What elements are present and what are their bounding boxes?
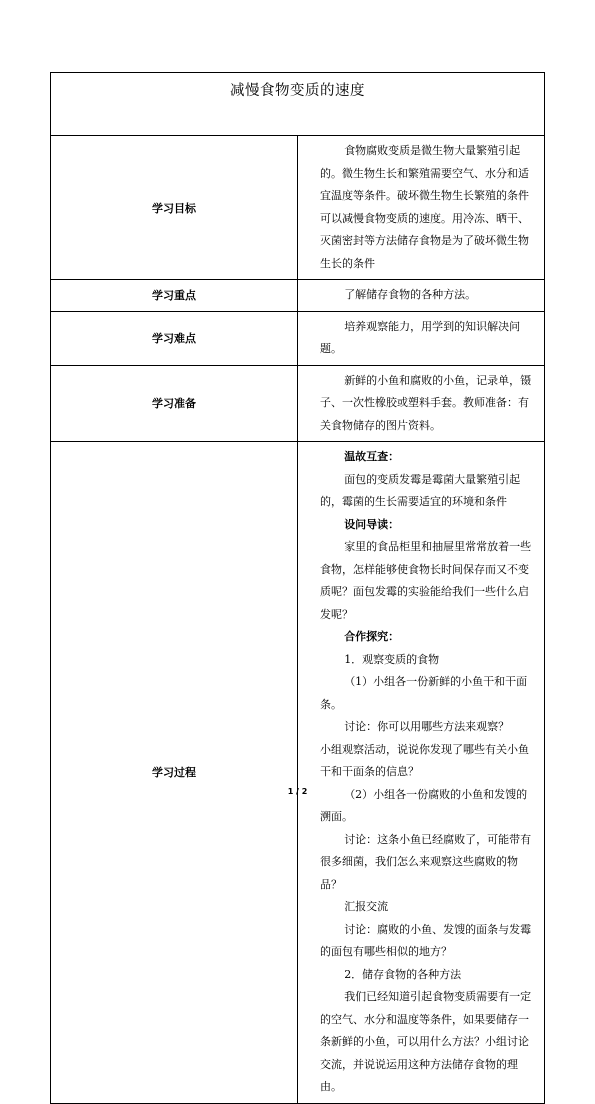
activity-1: 小组观察活动，说说你发现了哪些有关小鱼干和干面条的信息？	[320, 742, 529, 778]
preparation-row	[51, 365, 545, 442]
item1-sub1: （1）小组各一份新鲜的小鱼干和干面条。	[320, 675, 528, 711]
discussion-1: 讨论：你可以用哪些方法来观察？	[344, 720, 510, 733]
key-point-text: 了解储存食物的各种方法。	[344, 288, 477, 301]
review-text: 面包的变质发霉是霉菌大量繁殖引起的，霉菌的生长需要适宜的环境和条件	[320, 472, 521, 508]
objective-row	[51, 136, 545, 280]
objective-text: 食物腐败变质是微生物大量繁殖引起的。微生物生长和繁殖需要空气、水分和适宜温度等条件。破坏微生物生长繁殖的条件可以减慢食物变质的速度。用冷冻、晒干、灭菌密封等方法储存食物是为了破坏微生物生长的条件	[320, 144, 529, 270]
review-heading: 温故互查：	[344, 450, 400, 463]
key-point-row	[51, 280, 545, 312]
guide-heading: 设问导读：	[344, 517, 400, 531]
preparation-content	[298, 365, 545, 442]
explore-heading: 合作探究：	[344, 630, 400, 643]
process-content	[298, 442, 545, 1104]
discussion-3: 讨论：腐败的小鱼、发馊的面条与发霉的面包有哪些相似的地方？	[320, 922, 532, 958]
item2-text: 我们已经知道引起食物变质需要有一定的空气、水分和温度等条件，如果要储存一条新鲜的小鱼，可以用什么方法？小组讨论交流，并说说运用这种方法储存食物的理由。	[320, 990, 532, 1093]
item2-heading: 2．储存食物的各种方法	[344, 967, 462, 981]
lesson-plan-table	[50, 72, 545, 1104]
difficulty-content	[298, 311, 545, 365]
difficulty-text: 培养观察能力，用学到的知识解决问题。	[320, 319, 521, 355]
key-point-label: 学习重点	[51, 280, 298, 312]
objective-content	[298, 136, 545, 280]
objective-label: 学习目标	[51, 136, 298, 280]
page-title: 减慢食物变质的速度	[230, 83, 365, 99]
process-label: 学习过程	[51, 442, 298, 1104]
key-point-content	[298, 280, 545, 312]
page-number: 1 / 2	[287, 787, 308, 796]
item1-sub2: （2）小组各一份腐败的小鱼和发馊的溯面。	[320, 787, 528, 823]
difficulty-row	[51, 311, 545, 365]
title-cell	[51, 73, 545, 136]
preparation-label: 学习准备	[51, 365, 298, 442]
process-row	[51, 442, 545, 1104]
preparation-text: 新鲜的小鱼和腐败的小鱼，记录单，镊子、一次性橡胶或塑料手套。教师准备：有关食物储存的图片资料。	[320, 373, 532, 432]
guide-text: 家里的食品柜里和抽屉里常常放着一些食物，怎样能够使食物长时间保存而又不变质呢？面包发霉的实验能给我们一些什么启发呢？	[320, 540, 532, 621]
report-heading: 汇报交流	[344, 900, 389, 913]
title-row	[51, 73, 545, 136]
item1-heading: 1．观察变质的食物	[344, 652, 440, 666]
difficulty-label: 学习难点	[51, 311, 298, 365]
discussion-2: 讨论：这条小鱼已经腐败了，可能带有很多细菌，我们怎么来观察这些腐败的物品？	[320, 832, 532, 891]
